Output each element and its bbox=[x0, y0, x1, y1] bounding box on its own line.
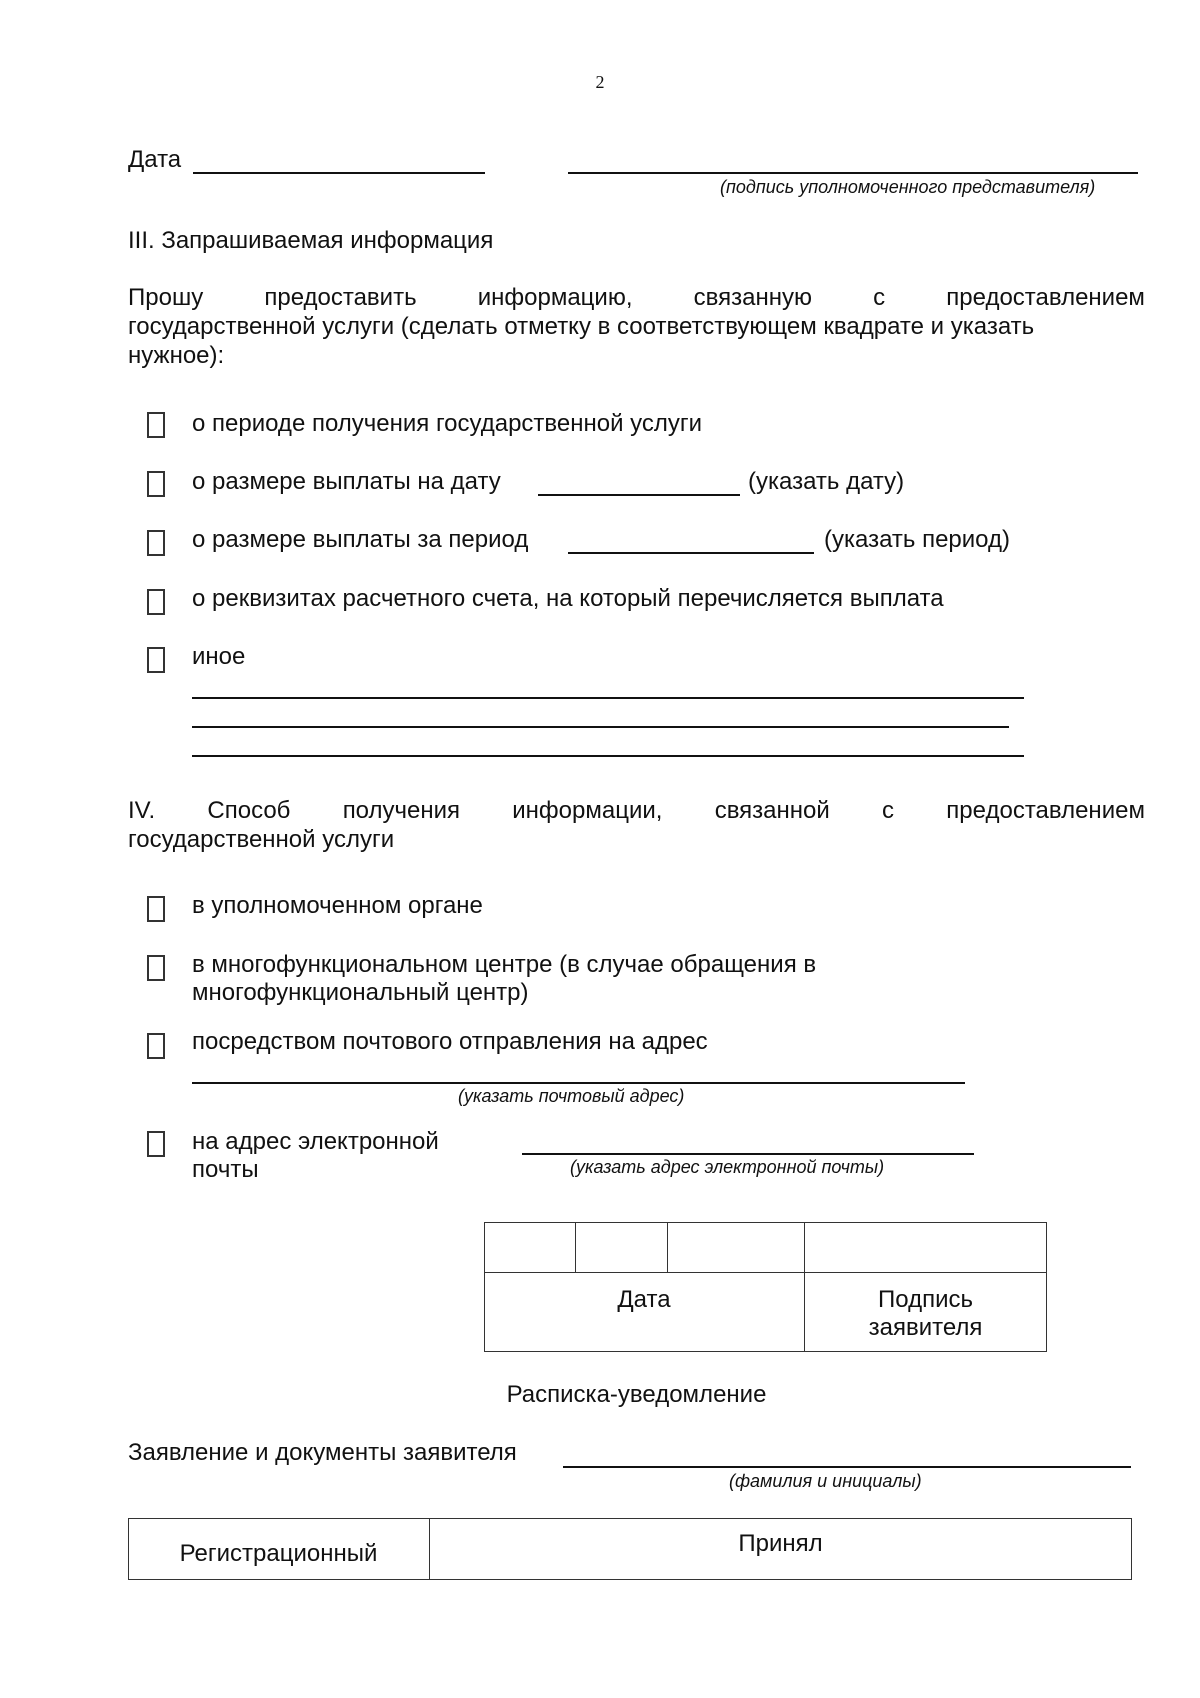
other-field-line-2[interactable] bbox=[192, 726, 1009, 728]
option-payment-for-period-label: о размере выплаты за период bbox=[192, 526, 529, 553]
section-3-intro-line-1 bbox=[128, 284, 1145, 312]
table-horizontal-divider bbox=[484, 1272, 1047, 1273]
heading-word: с bbox=[882, 797, 895, 824]
date-digit-divider-2 bbox=[667, 1222, 668, 1272]
checkbox-period[interactable] bbox=[147, 412, 165, 438]
accepted-column-header: Принял bbox=[738, 1530, 823, 1557]
heading-word: связанной bbox=[714, 797, 830, 824]
date-label: Дата bbox=[128, 146, 182, 173]
heading-word: получения bbox=[342, 797, 461, 824]
option-other-label: иное bbox=[192, 643, 246, 670]
email-hint: (указать адрес электронной почты) bbox=[570, 1157, 885, 1177]
date-digit-divider-1 bbox=[575, 1222, 576, 1272]
heading-word: предоставлением bbox=[946, 797, 1145, 824]
applicant-documents-label: Заявление и документы заявителя bbox=[128, 1439, 517, 1466]
option-mfc-label-line-1: в многофункциональном центре (в случае обращения в bbox=[192, 951, 817, 978]
intro-word: предоставлением bbox=[946, 284, 1145, 311]
option-email-label-line-1: на адрес электронной bbox=[192, 1128, 439, 1155]
applicant-name-field-line[interactable] bbox=[563, 1466, 1131, 1468]
intro-word: информацию, bbox=[477, 284, 633, 311]
section-4-heading-line-1 bbox=[128, 797, 1145, 825]
payment-date-hint: (указать дату) bbox=[748, 468, 905, 495]
checkbox-authority[interactable] bbox=[147, 896, 165, 922]
page-number: 2 bbox=[595, 72, 605, 92]
heading-word: Способ bbox=[207, 797, 291, 824]
applicant-date-label: Дата bbox=[617, 1286, 671, 1313]
intro-word: Прошу bbox=[128, 284, 204, 311]
postal-address-field-line[interactable] bbox=[192, 1082, 965, 1084]
payment-date-field-line[interactable] bbox=[538, 494, 740, 496]
applicant-signature-label-line-1: Подпись bbox=[878, 1286, 973, 1313]
email-field-line[interactable] bbox=[522, 1153, 974, 1155]
applicant-name-hint: (фамилия и инициалы) bbox=[729, 1471, 922, 1491]
checkbox-mfc[interactable] bbox=[147, 955, 165, 981]
checkbox-email[interactable] bbox=[147, 1131, 165, 1157]
option-account-details-label: о реквизитах расчетного счета, на который перечисляется выплата bbox=[192, 585, 944, 612]
intro-word: с bbox=[873, 284, 886, 311]
payment-period-field-line[interactable] bbox=[568, 552, 814, 554]
heading-word: IV. bbox=[128, 797, 156, 824]
registration-column-header: Регистрационный bbox=[179, 1540, 378, 1567]
date-field-line[interactable] bbox=[193, 172, 485, 174]
option-post-label: посредством почтового отправления на адрес bbox=[192, 1028, 708, 1055]
checkbox-other[interactable] bbox=[147, 647, 165, 673]
intro-word: связанную bbox=[693, 284, 812, 311]
checkbox-post[interactable] bbox=[147, 1033, 165, 1059]
other-field-line-3[interactable] bbox=[192, 755, 1024, 757]
section-3-intro-line-3: нужное): bbox=[128, 342, 225, 369]
representative-signature-line[interactable] bbox=[568, 172, 1138, 174]
receipt-title: Расписка-уведомление bbox=[506, 1381, 767, 1408]
payment-period-hint: (указать период) bbox=[824, 526, 1010, 553]
checkbox-payment-for-period[interactable] bbox=[147, 530, 165, 556]
checkbox-payment-on-date[interactable] bbox=[147, 471, 165, 497]
option-payment-on-date-label: о размере выплаты на дату bbox=[192, 468, 501, 495]
applicant-signature-label-line-2: заявителя bbox=[868, 1314, 983, 1341]
option-mfc-label-line-2: многофункциональный центр) bbox=[192, 979, 529, 1006]
option-email-label-line-2: почты bbox=[192, 1156, 259, 1183]
intro-word: предоставить bbox=[264, 284, 417, 311]
postal-address-hint: (указать почтовый адрес) bbox=[458, 1086, 685, 1106]
option-period-label: о периоде получения государственной услуги bbox=[192, 410, 703, 437]
section-3-intro-line-2: государственной услуги (сделать отметку в соответствующем квадрате и указать bbox=[128, 313, 1035, 340]
option-authority-label: в уполномоченном органе bbox=[192, 892, 483, 919]
checkbox-account-details[interactable] bbox=[147, 589, 165, 615]
section-4-heading-line-2: государственной услуги bbox=[128, 826, 395, 853]
heading-word: информации, bbox=[512, 797, 663, 824]
other-field-line-1[interactable] bbox=[192, 697, 1024, 699]
representative-signature-caption: (подпись уполномоченного представителя) bbox=[720, 177, 1096, 197]
section-3-heading: III. Запрашиваемая информация bbox=[128, 227, 494, 254]
